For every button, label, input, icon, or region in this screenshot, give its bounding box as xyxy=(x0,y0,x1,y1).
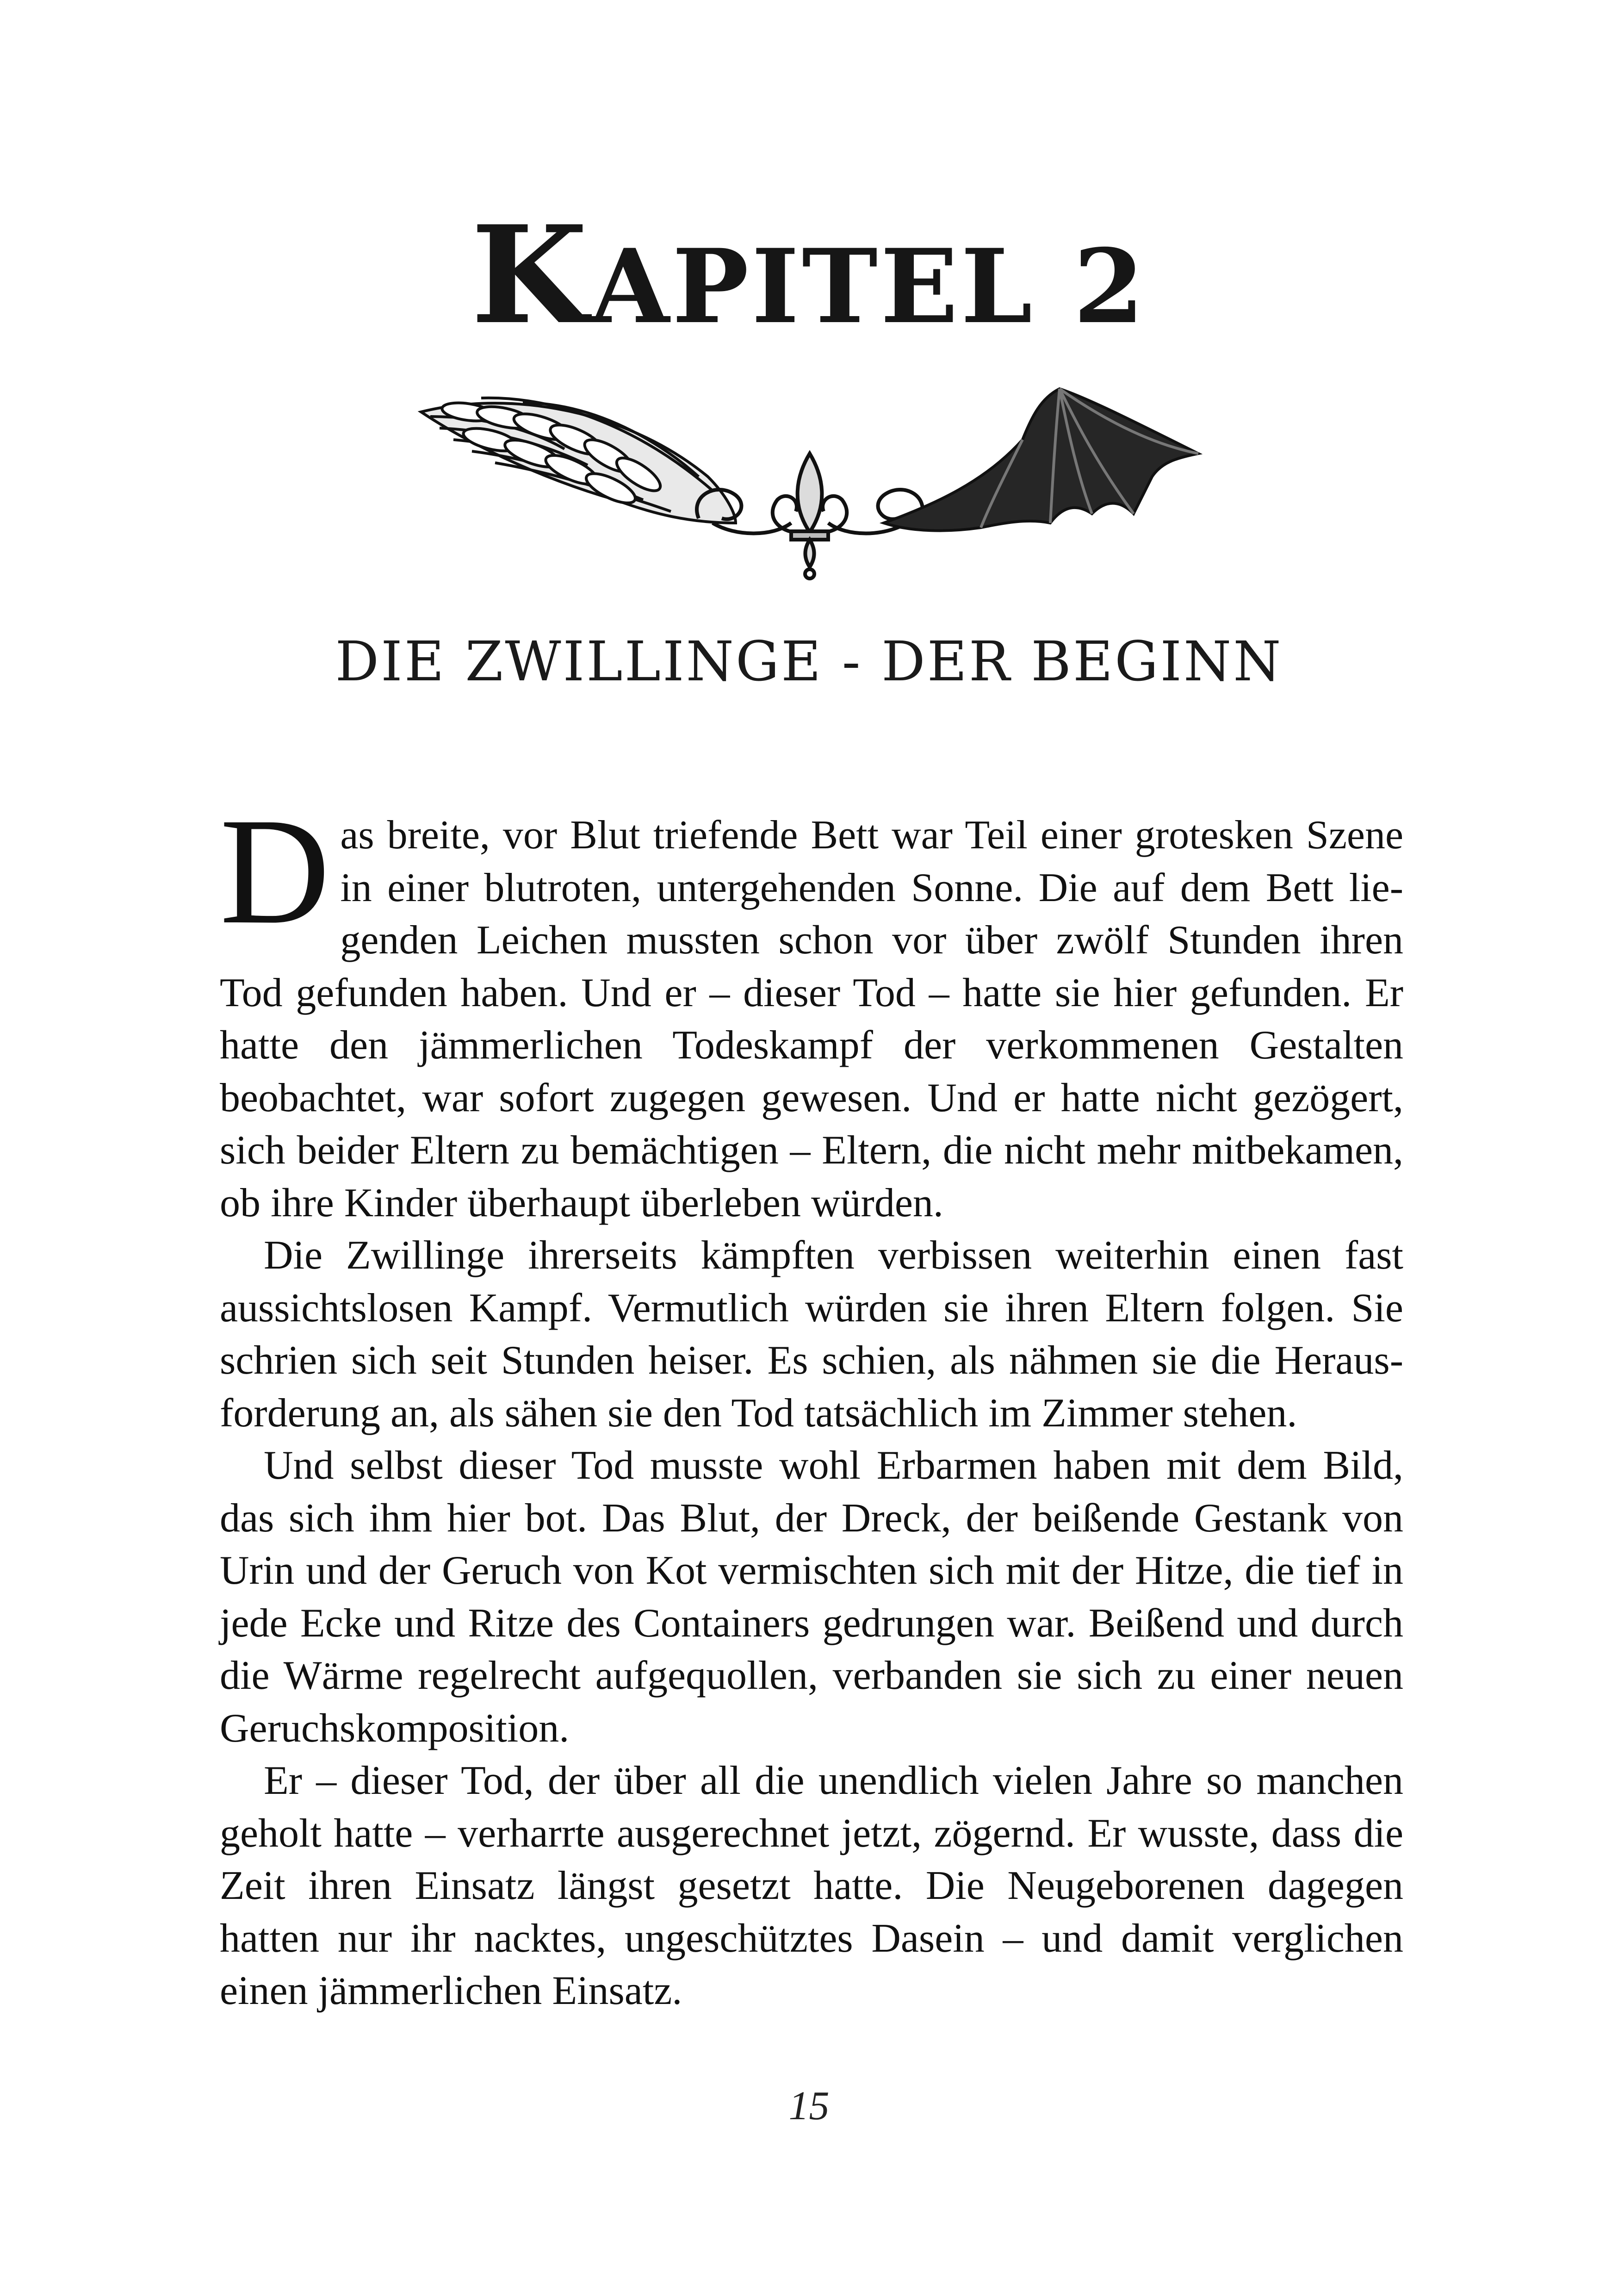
bat-wing-icon xyxy=(884,389,1198,531)
paragraph-1 xyxy=(220,787,1403,1229)
feathered-wing-icon xyxy=(421,398,736,523)
paragraph-2: Die Zwillinge ihrerseits kämpften verbissen weiterhin einen fast aussichtslosen Kampf. Vermutlich würden sie ihren Eltern folgen. Sie schrien sich seit Stunden heiser. Es schien, als nähmen sie die Herausforderung an, als sähen sie den Tod tatsächlich im Zimmer stehen. xyxy=(220,1233,1403,1436)
chapter-title xyxy=(0,197,1618,354)
wing-ornament-icon xyxy=(412,384,1208,583)
page-number: 15 xyxy=(788,2084,830,2128)
drop-cap: D xyxy=(220,787,330,956)
paragraph-4: Er – dieser Tod, der über all die unendlich vielen Jahre so manchen geholt hatte – verharrte ausgerechnet jetzt, zögernd. Er wusste, dass die Zeit ihren Einsatz längst gesetzt hatte. Die Neugeborenen dagegen hatten nur ihr nacktes, ungeschütztes Dasein – und damit verglichen einen jämmerlichen Einsatz. xyxy=(220,1758,1403,2013)
paragraph-3: Und selbst dieser Tod musste wohl Erbarmen haben mit dem Bild, das sich ihm hier bot. Das Blut, der Dreck, der beißende Gestank von Urin und der Geruch von Kot vermischten sich mit der Hitze, die tief in jede Ecke und Ritze des Containers gedrungen war. Beißend und durch die Wärme regelrecht aufgequollen, verbanden sie sich zu einer neuen Geruchskomposition. xyxy=(220,1443,1403,1751)
chapter-subtitle: DIE ZWILLINGE - DER BEGINN xyxy=(335,629,1283,693)
body-text xyxy=(220,787,1403,2017)
paragraph-1-text: as breite, vor Blut triefende Bett war Teil einer grotesken Szene in einer blutroten, untergehenden Sonne. Die auf dem Bett liegenden Leichen mussten schon vor über zwölf Stunden ihren Tod gefunden haben. Und er – dieser Tod – hatte sie hier gefunden. Er hatte den jämmerlichen Todeskampf der verkommenen Gestalten beobachtet, war sofort zugegen gewesen. Und er hatte nicht gezögert, sich beider Eltern zu bemächtigen – Eltern, die nicht mehr mitbekamen, ob ihre Kinder überhaupt überleben würden. xyxy=(220,813,1403,1226)
chapter-title-initial: K xyxy=(471,197,591,354)
chapter-title-rest: APITEL 2 xyxy=(590,226,1147,346)
